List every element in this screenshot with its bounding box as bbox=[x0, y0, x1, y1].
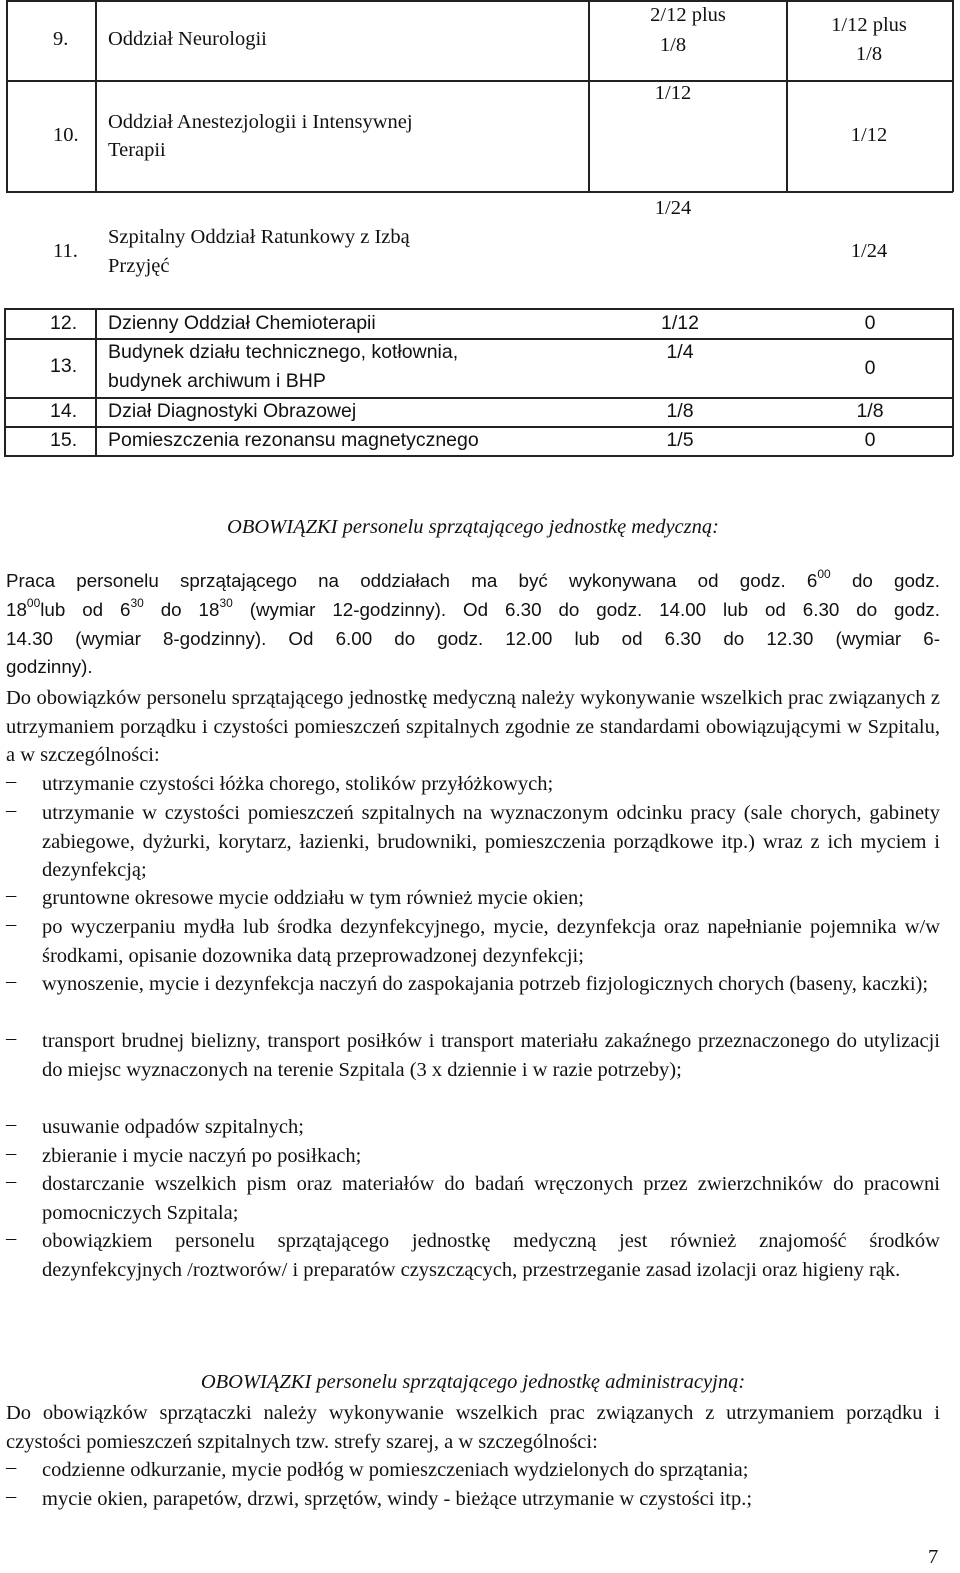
row-number: 12. bbox=[50, 312, 78, 334]
department-name: Oddział Neurologii bbox=[108, 28, 267, 50]
department-name: budynek archiwum i BHP bbox=[108, 370, 326, 392]
hours-line: 14.30 (wymiar 8-godzinny). Od 6.00 do godz. 12.00 lub od 6.30 do 12.30 (wymiar 6- bbox=[6, 628, 940, 649]
dash-bullet-icon: – bbox=[6, 1170, 17, 1192]
duties-intro-medical: Do obowiązków personelu sprzątającego jednostkę medyczną należy wykonywanie wszelkich prac związanych z utrzymaniem porządku i czystości pomieszczeń szpitalnych zgodnie ze standardami obowiązującymi w Szpitalu, a w szczególności: bbox=[6, 687, 940, 767]
dash-bullet-icon: – bbox=[6, 1113, 17, 1135]
dash-bullet-icon: – bbox=[6, 1456, 17, 1478]
staff-ratio-col2: 0 bbox=[864, 429, 876, 451]
section-heading-admin: OBOWIĄZKI personelu sprzątającego jednostkę administracyjną: bbox=[200, 1371, 746, 1393]
row-number: 13. bbox=[50, 355, 78, 377]
row-number: 10. bbox=[53, 124, 79, 146]
dash-bullet-icon: – bbox=[6, 884, 17, 906]
dash-bullet-icon: – bbox=[6, 770, 17, 792]
department-name: Budynek działu technicznego, kotłownia, bbox=[108, 341, 459, 363]
staff-ratio-col1: 1/5 bbox=[666, 429, 694, 451]
staff-ratio-col1: 1/4 bbox=[666, 341, 694, 363]
department-name: Przyjęć bbox=[108, 255, 170, 277]
dash-bullet-icon: – bbox=[6, 1227, 17, 1249]
staff-ratio-col1: 1/8 bbox=[666, 400, 694, 422]
department-name: Terapii bbox=[108, 139, 166, 161]
staff-ratio-col2: 1/8 bbox=[856, 400, 884, 422]
hours-line: Praca personelu sprzątającego na oddziałach ma być wykonywana od godz. $6^{00}$ do godz. bbox=[6, 567, 940, 591]
dash-bullet-icon: – bbox=[6, 1485, 17, 1507]
staff-ratio-col1: 1/24 bbox=[654, 197, 692, 219]
department-name: Dział Diagnostyki Obrazowej bbox=[108, 400, 357, 422]
dash-bullet-icon: – bbox=[6, 913, 17, 935]
staff-ratio-col1: 1/8 bbox=[659, 34, 687, 56]
staff-ratio-col2: 0 bbox=[864, 312, 876, 334]
dash-bullet-icon: – bbox=[6, 1142, 17, 1164]
dash-bullet-icon: – bbox=[6, 1027, 17, 1049]
staff-ratio-col2: 1/12 plus bbox=[831, 14, 907, 36]
department-name: Pomieszczenia rezonansu magnetycznego bbox=[108, 429, 479, 451]
row-number: 15. bbox=[50, 429, 78, 451]
row-number: 14. bbox=[50, 400, 78, 422]
staff-ratio-col2: 0 bbox=[864, 357, 876, 379]
row-number: 9. bbox=[53, 28, 69, 50]
staff-ratio-col1: 2/12 plus bbox=[650, 4, 726, 26]
staff-ratio-col2: 1/24 bbox=[850, 240, 888, 262]
department-name: Oddział Anestezjologii i Intensywnej bbox=[108, 111, 413, 133]
hours-line: godzinny). bbox=[6, 656, 93, 677]
staff-ratio-col1: 1/12 bbox=[661, 312, 699, 334]
section-heading-medical: OBOWIĄZKI personelu sprzątającego jednostkę medyczną: bbox=[227, 516, 719, 538]
duties-intro-admin: Do obowiązków sprzątaczki należy wykonywanie wszelkich prac związanych z utrzymaniem porządku i czystości pomieszczeń szpitalnych tzw. strefy szarej, a w szczególności: bbox=[6, 1402, 940, 1453]
department-name: Dzienny Oddział Chemioterapii bbox=[108, 312, 376, 334]
dash-bullet-icon: – bbox=[6, 799, 17, 821]
staff-ratio-col2: 1/8 bbox=[855, 43, 883, 65]
row-number: 11. bbox=[53, 240, 78, 262]
dash-bullet-icon: – bbox=[6, 970, 17, 992]
staff-ratio-col2: 1/12 bbox=[850, 124, 888, 146]
hours-line: $18^{00}lub$ od $6^{30}$ do $18^{30}$ (wymiar 12-godzinny). Od 6.30 do godz. 14.00 lub od 6.30 do godz. bbox=[6, 596, 940, 620]
department-name: Szpitalny Oddział Ratunkowy z Izbą bbox=[108, 226, 410, 248]
page-number: 7 bbox=[928, 1546, 939, 1568]
staff-ratio-col1: 1/12 bbox=[654, 82, 692, 104]
